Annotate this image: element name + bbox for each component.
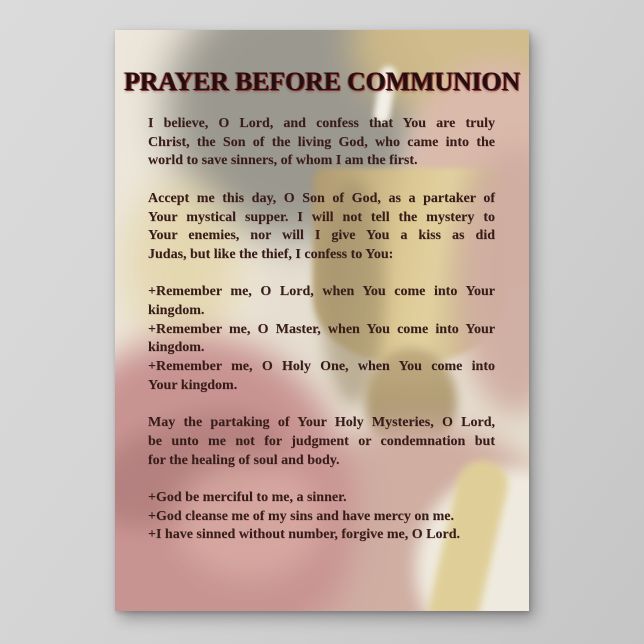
prayer-line: I believe, O Lord, and confess that You are truly [148, 116, 495, 131]
prayer-line: kingdom. [148, 303, 205, 318]
prayer-line: +God be merciful to me, a sinner. [148, 490, 347, 505]
prayer-line: +Remember me, O Master, when You come into Your [148, 321, 495, 337]
prayer-paragraph [148, 115, 495, 171]
prayer-paragraph [148, 283, 495, 395]
prayer-line: Your enemies, nor will I give You a kiss as did [148, 228, 495, 244]
poster [115, 30, 529, 611]
poster-title: PRAYER BEFORE COMMUNION [123, 67, 520, 96]
prayer-line: +Remember me, O Lord, when You come into Your [148, 284, 495, 300]
prayer-line: Accept me this day, O Son of God, as a partaker of [148, 190, 495, 206]
prayer-line: Judas, but like the thief, I confess to You: [148, 246, 394, 262]
prayer-paragraph [148, 190, 495, 265]
prayer-paragraph [148, 414, 495, 470]
prayer-line: +God cleanse me of my sins and have mercy on me. [148, 508, 454, 524]
prayer-line: +Remember me, O Holy One, when You come into [148, 359, 495, 375]
prayer-line: world to save sinners, of whom I am the first. [148, 153, 418, 169]
prayer-text [148, 115, 495, 545]
prayer-line: +I have sinned without number, forgive me, O Lord. [148, 527, 460, 543]
prayer-line: Your mystical supper. I will not tell the mystery to [148, 209, 495, 225]
prayer-paragraph [148, 489, 495, 545]
prayer-line: May the partaking of Your Holy Mysteries, O Lord, [148, 415, 495, 431]
prayer-line: for the healing of soul and body. [148, 452, 340, 468]
prayer-line: be unto me not for judgment or condemnation but [148, 433, 495, 449]
prayer-line: kingdom. [148, 340, 205, 356]
prayer-line: Your kingdom. [148, 377, 238, 393]
prayer-line: Christ, the Son of the living God, who came into the [148, 134, 495, 150]
